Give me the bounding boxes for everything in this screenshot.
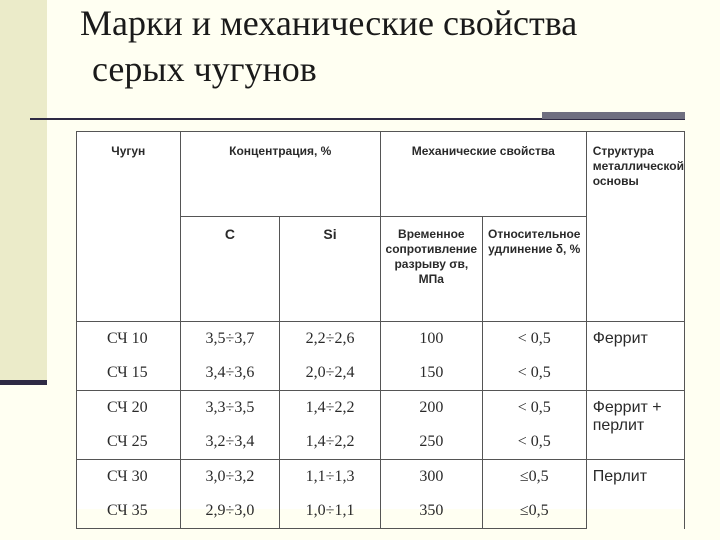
cell-si: 1,0÷1,1 — [280, 494, 381, 529]
header-c: C — [180, 217, 280, 322]
header-concentration: Концентрация, % — [180, 132, 380, 217]
cell-structure: Феррит — [586, 322, 684, 391]
title-rule-accent — [542, 112, 685, 119]
cell-tensile: 250 — [380, 425, 482, 460]
cell-elongation: < 0,5 — [482, 322, 586, 357]
cell-c: 3,3÷3,5 — [180, 391, 280, 426]
cell-elongation: < 0,5 — [482, 391, 586, 426]
cell-c: 3,2÷3,4 — [180, 425, 280, 460]
cell-si: 2,2÷2,6 — [280, 322, 381, 357]
title-line-2: серых чугунов — [92, 49, 317, 89]
table-row — [77, 391, 685, 426]
header-elongation: Относительное удлинение δ, % — [482, 217, 586, 322]
cell-c: 2,9÷3,0 — [180, 494, 280, 529]
cell-tensile: 100 — [380, 322, 482, 357]
sidebar-divider — [0, 380, 47, 385]
sidebar-decoration — [0, 0, 47, 382]
cell-elongation: < 0,5 — [482, 356, 586, 391]
cell-tensile: 300 — [380, 460, 482, 495]
cell-c: 3,0÷3,2 — [180, 460, 280, 495]
cell-tensile: 350 — [380, 494, 482, 529]
header-tensile: Временное сопротивление разрыву σв, МПа — [380, 217, 482, 322]
cell-structure: Феррит + перлит — [586, 391, 684, 460]
cell-grade: СЧ 35 — [77, 494, 181, 529]
table-row — [77, 322, 685, 357]
slide-title — [80, 0, 577, 92]
cell-grade: СЧ 20 — [77, 391, 181, 426]
header-structure: Структура металлической основы — [586, 132, 684, 322]
cell-elongation: ≤0,5 — [482, 460, 586, 495]
cell-si: 2,0÷2,4 — [280, 356, 381, 391]
cell-si: 1,4÷2,2 — [280, 425, 381, 460]
header-grade: Чугун — [77, 132, 181, 322]
cell-tensile: 200 — [380, 391, 482, 426]
cell-grade: СЧ 10 — [77, 322, 181, 357]
properties-table-container — [76, 131, 685, 519]
cell-si: 1,4÷2,2 — [280, 391, 381, 426]
cell-grade: СЧ 30 — [77, 460, 181, 495]
cell-elongation: < 0,5 — [482, 425, 586, 460]
cell-c: 3,5÷3,7 — [180, 322, 280, 357]
cell-grade: СЧ 15 — [77, 356, 181, 391]
cell-c: 3,4÷3,6 — [180, 356, 280, 391]
header-si: Si — [280, 217, 381, 322]
cell-si: 1,1÷1,3 — [280, 460, 381, 495]
cell-tensile: 150 — [380, 356, 482, 391]
properties-table — [76, 131, 685, 529]
cell-elongation: ≤0,5 — [482, 494, 586, 529]
cell-structure: Перлит — [586, 460, 684, 529]
table-row — [77, 460, 685, 495]
header-mechanical: Механические свойства — [380, 132, 586, 217]
title-line-1: Марки и механические свойства — [80, 3, 578, 43]
cell-grade: СЧ 25 — [77, 425, 181, 460]
